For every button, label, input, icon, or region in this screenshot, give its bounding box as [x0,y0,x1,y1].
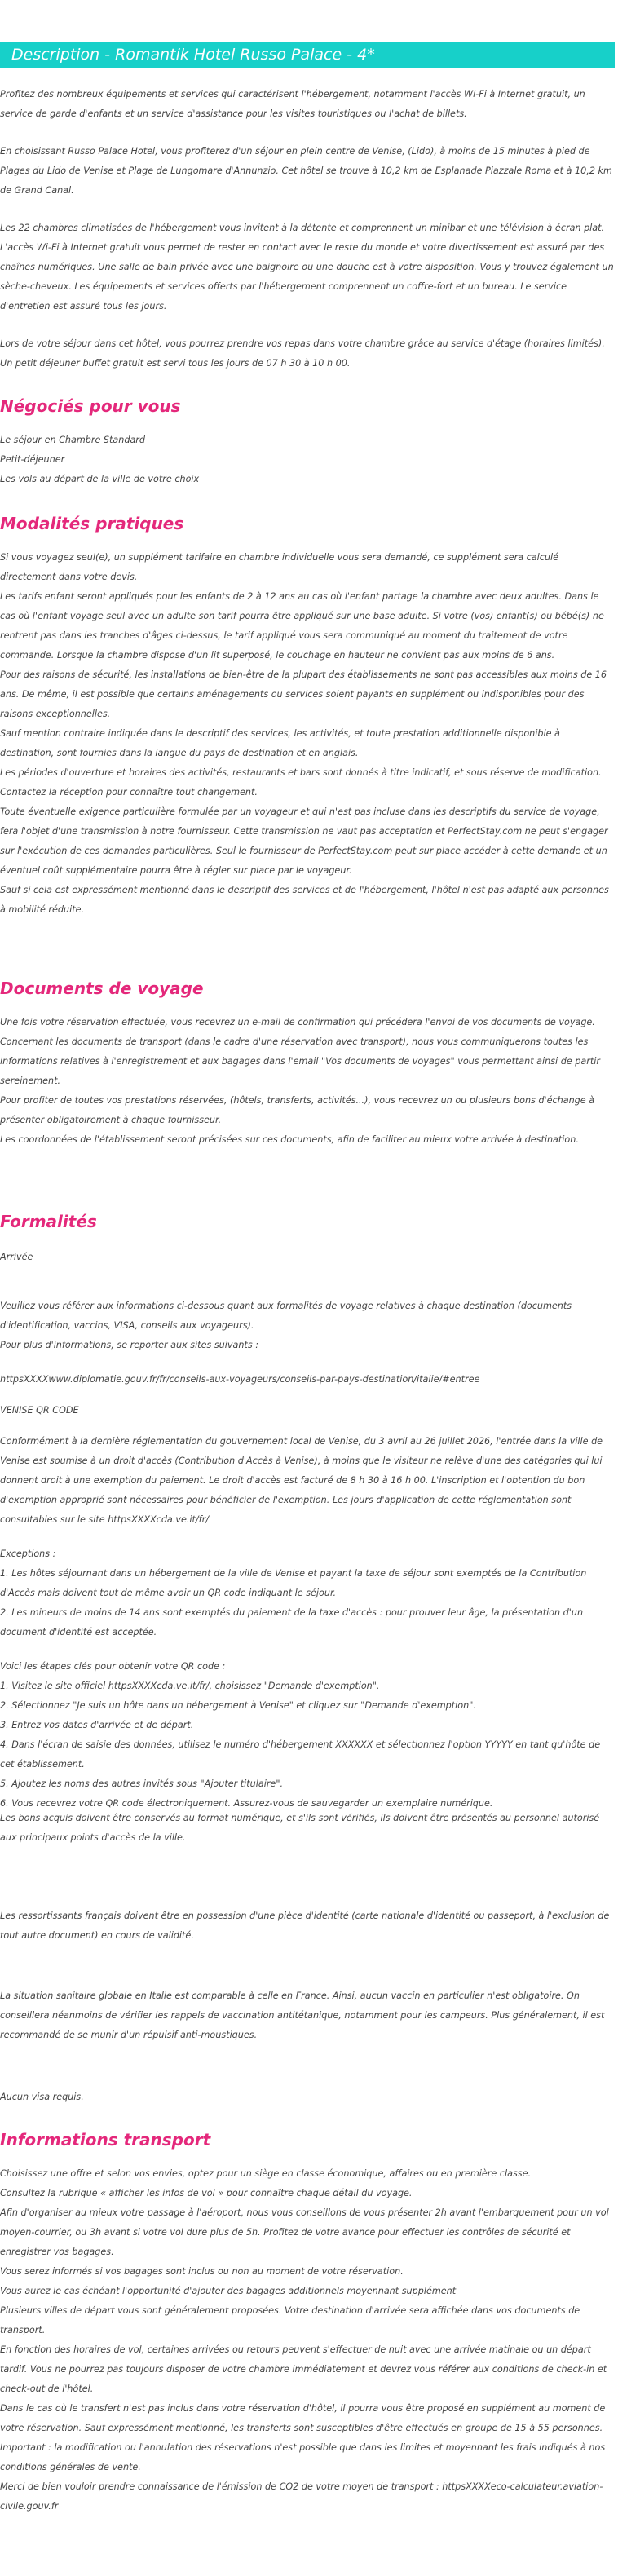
formalites-qr-steps: Voici les étapes clés pour obtenir votre QR code : 1. Visitez le site officiel httpsXXXXcda.ve.it/fr/, choisissez "Demande d'exemption". 2. Sélectionnez "Je suis un hôte dans un hébergement à Venise" et cliquez sur "Demande d'exemption". 3. Entrez vos dates d'arrivée et de départ. 4. Dans l'écran de saisie des données, utilisez le numéro d'hébergement XXXXXX et sélectionnez l'option YYYYY en tant qu'hôte de cet établissement. 5. Ajoutez les noms des autres invités sous "Ajouter titulaire". 6. Vous recevrez votre QR code électroniquement. Assurez-vous de sauvegarder un exemplaire numérique. [0,1661,601,1809]
formalites-intro: Veuillez vous référer aux informations ci-dessous quant aux formalités de voyage relatives à chaque destination (documents d'identification, vaccins, VISA, conseils aux voyageurs). Pour plus d'informations, se reporter aux sites suivants : [0,1301,572,1350]
negocies-item-flights: Les vols au départ de la ville de votre choix [0,474,200,484]
formalites-sante: La situation sanitaire globale en Italie est comparable à celle en France. Ainsi, aucun vaccin en particulier n'est obligatoire. On conseillera néanmoins de vérifier les rappels de vaccination antitétanique, notamment pour les campeurs. Plus généralement, il est recommandé de se munir d'un répulsif anti-moustiques. [0,1991,605,2040]
transport-title: Informations transport [0,2130,211,2150]
formalites-qr-title: VENISE QR CODE [0,1405,79,1416]
description-banner-title: Description - Romantik Hotel Russo Palace - 4* [0,42,615,68]
intro-paragraph-1: Profitez des nombreux équipements et services qui caractérisent l'hébergement, notamment l'accès Wi-Fi à Internet gratuit, un service de garde d'enfants et un service d'assistance pour les visites touristiques ou l'achat de billets. [0,89,585,119]
formalites-identite: Les ressortissants français doivent être en possession d'une pièce d'identité (carte nationale d'identité ou passeport, à l'exclusion de tout autre document) en cours de validité. [0,1911,610,1941]
documents-text: Une fois votre réservation effectuée, vous recevrez un e-mail de confirmation qui précédera l'envoi de vos documents de voyage. Concernant les documents de transport (dans le cadre d'une réservation avec transport), nous vous communiquerons toutes les informations relatives à l'enregistrement et aux bagages dans l'email "Vos documents de voyages" vous permettant ainsi de partir sereinement. Pour profiter de toutes vos prestations réservées, (hôtels, transferts, activités...), vous recevrez un ou plusieurs bons d'échange à présenter obligatoirement à chaque fournisseur. Les coordonnées de l'établissement seront précisées sur ces documents, afin de faciliter au mieux votre arrivée à destination. [0,1017,600,1145]
formalites-visa: Aucun visa requis. [0,2092,84,2102]
negocies-item-breakfast: Petit-déjeuner [0,454,65,465]
formalites-title: Formalités [0,1212,97,1231]
intro-paragraph-3: Les 22 chambres climatisées de l'hébergement vous invitent à la détente et comprennent un minibar et une télévision à écran plat. L'accès Wi-Fi à Internet gratuit vous permet de rester en contact avec le reste du monde et votre divertissement est assuré par des chaînes numériques. Une salle de bain privée avec une baignoire ou une douche est à votre disposition. Vous y trouvez également un sèche-cheveux. Les équipements et services offerts par l'hébergement comprennent un coffre-fort et un bureau. Le service d'entretien est assuré tous les jours. [0,223,614,312]
transport-text: Choisissez une offre et selon vos envies, optez pour un siège en classe économique, affaires ou en première classe. Consultez la rubrique « afficher les infos de vol » pour connaître chaque détail du voyage. Afin d'organiser au mieux votre passage à l'aéroport, nous vous conseillons de vous présenter 2h avant l'embarquement pour un vol moyen-courrier, ou 3h avant si votre vol dure plus de 5h. Profitez de votre avance pour effectuer les contrôles de sécurité et enregistrer vos bagages. Vous serez informés si vos bagages sont inclus ou non au moment de votre réservation. Vous aurez le cas échéant l'opportunité d'ajouter des bagages additionnels moyennant supplément Plusieurs villes de départ vous sont généralement proposées. Votre destination d'arrivée sera affichée dans vos documents de transport. En fonction des horaires de vol, certaines arrivées ou retours peuvent s'effectuer de nuit avec une arrivée matinale ou un départ tardif. Vous ne pourrez pas toujours disposer de votre chambre immédiatement et devrez vous référer aux conditions de check-in et check-out de l'hôtel. Dans le cas où le transfert n'est pas inclus dans votre réservation d'hôtel, il pourra vous être proposé en supplément au moment de votre réservation. Sauf expressément mentionné, les transferts sont susceptibles d'être effectués en groupe de 15 à 55 personnes. Important : la modification ou l'annulation des réservations n'est possible que dans les limites et moyennant les frais indiqués à nos conditions générales de vente. Merci de bien vouloir prendre connaissance de l'émission de CO2 de votre moyen de transport : httpsXXXXeco-calculateur.aviation-civile.gouv.fr [0,2168,609,2512]
formalites-arrivee: Arrivée [0,1252,33,1262]
formalites-bons: Les bons acquis doivent être conservés au format numérique, et s'ils sont vérifiés, ils doivent être présentés au personnel autorisé aux principaux points d'accès de la ville. [0,1813,600,1843]
formalites-diplomatie-url: httpsXXXXwww.diplomatie.gouv.fr/fr/conseils-aux-voyageurs/conseils-par-pays-destination/italie/#entree [0,1374,480,1385]
modalites-title: Modalités pratiques [0,514,184,533]
modalites-text: Si vous voyagez seul(e), un supplément tarifaire en chambre individuelle vous sera demandé, ce supplément sera calculé directement dans votre devis. Les tarifs enfant seront appliqués pour les enfants de 2 à 12 ans au cas où l'enfant partage la chambre avec deux adultes. Dans le cas où l'enfant voyage seul avec un adulte son tarif pourra être appliqué sur une base adulte. Si votre (vos) enfant(s) ou bébé(s) ne rentrent pas dans les tranches d'âges ci-dessus, le tarif appliqué vous sera communiqué au moment du traitement de votre commande. Lorsque la chambre dispose d'un lit superposé, le couchage en hauteur ne convient pas aux moins de 6 ans. Pour des raisons de sécurité, les installations de bien-être de la plupart des établissements ne sont pas accessibles aux moins de 16 ans. De même, il est possible que certains aménagements ou services soient payants en supplément ou indisponibles pour des raisons exceptionnelles. Sauf mention contraire indiquée dans le descriptif des services, les activités, et toute prestation additionnelle disponible à destination, sont fournies dans la langue du pays de destination et en anglais. Les périodes d'ouverture et horaires des activités, restaurants et bars sont donnés à titre indicatif, et sous réserve de modification. Contactez la réception pour connaître tout changement. Toute éventuelle exigence particulière formulée par un voyageur et qui n'est pas incluse dans les descriptifs du service de voyage, fera l'objet d'une transmission à notre fournisseur. Cette transmission ne vaut pas acceptation et PerfectStay.com ne peut s'engager sur l'exécution de ces demandes particulières. Seul le fournisseur de PerfectStay.com peut sur place accéder à cette demande et un éventuel coût supplémentaire pourra être à régler sur place par le voyageur. Sauf si cela est expressément mentionné dans le descriptif des services et de l'hébergement, l'hôtel n'est pas adapté aux personnes à mobilité réduite. [0,552,609,915]
documents-title: Documents de voyage [0,979,204,998]
intro-paragraph-4: Lors de votre séjour dans cet hôtel, vous pourrez prendre vos repas dans votre chambre grâce au service d'étage (horaires limités). Un petit déjeuner buffet gratuit est servi tous les jours de 07 h 30 à 10 h 00. [0,338,605,369]
intro-paragraph-2: En choisissant Russo Palace Hotel, vous profiterez d'un séjour en plein centre de Venise, (Lido), à moins de 15 minutes à pied de Plages du Lido de Venise et Plage de Lungomare d'Annunzio. Cet hôtel se trouve à 10,2 km de Esplanade Piazzale Roma et à 10,2 km de Grand Canal. [0,146,612,196]
formalites-exceptions: Exceptions : 1. Les hôtes séjournant dans un hébergement de la ville de Venise et payant la taxe de séjour sont exemptés de la Contribution d'Accès mais doivent tout de même avoir un QR code indiquant le séjour. 2. Les mineurs de moins de 14 ans sont exemptés du paiement de la taxe d'accès : pour prouver leur âge, la présentation d'un document d'identité est acceptée. [0,1549,587,1637]
negocies-item-stay: Le séjour en Chambre Standard [0,435,146,445]
negocies-title: Négociés pour vous [0,396,181,416]
formalites-venise-rules: Conformément à la dernière réglementation du gouvernement local de Venise, du 3 avril au 26 juillet 2026, l'entrée dans la ville de Venise est soumise à un droit d'accès (Contribution d'Accès à Venise), à moins que le visiteur ne relève d'une des catégories qui lui donnent droit à une exemption du paiement. Le droit d'accès est facturé de 8 h 30 à 16 h 00. L'inscription et l'obtention du bon d'exemption approprié sont nécessaires pour bénéficier de l'exemption. Les jours d'application de cette réglementation sont consultables sur le site httpsXXXXcda.ve.it/fr/ [0,1436,603,1525]
